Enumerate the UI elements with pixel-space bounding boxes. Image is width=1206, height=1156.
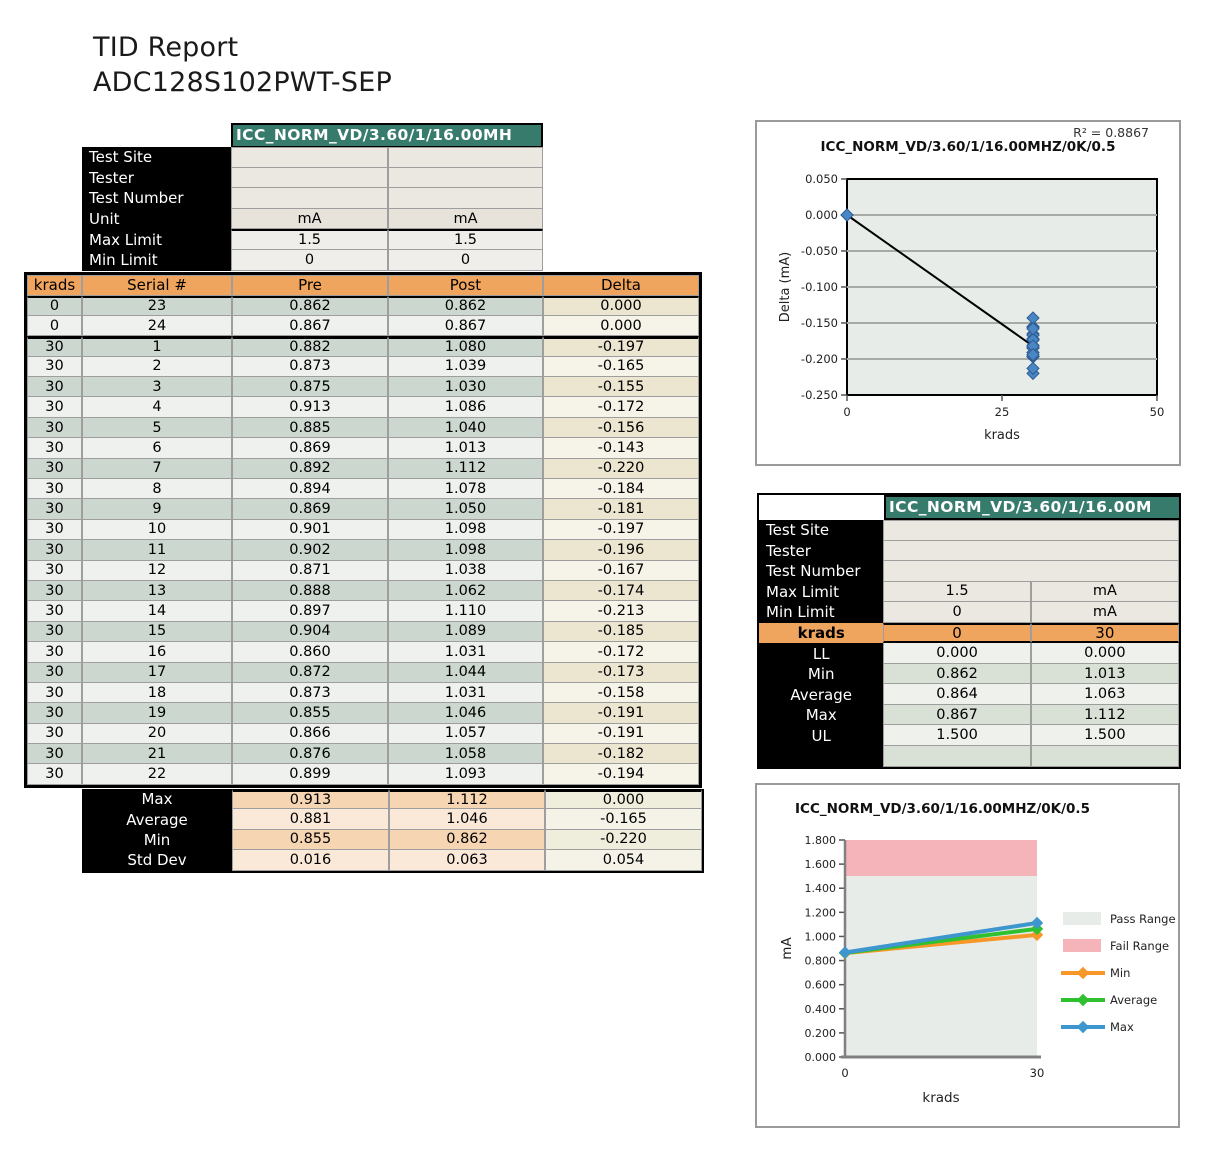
summary-cell-delta: -0.165 <box>545 809 702 829</box>
table-cell: 0.000 <box>543 316 699 336</box>
table-row <box>27 296 699 316</box>
right-table-row <box>759 664 1179 685</box>
table-cell: 0.862 <box>388 296 543 316</box>
right-cell: 0.862 <box>883 664 1030 685</box>
table-cell: 23 <box>82 296 232 316</box>
table-cell: 1.046 <box>388 703 543 723</box>
table-cell: 7 <box>82 459 232 479</box>
right-row-label: Min Limit <box>759 602 883 623</box>
table-row <box>27 683 699 703</box>
right-cell: 1.013 <box>1031 664 1179 685</box>
right-row-label: Test Number <box>759 561 883 582</box>
right-cell: 1.112 <box>1031 705 1179 726</box>
table-cell: -0.156 <box>543 418 699 438</box>
table-cell: 1.058 <box>388 744 543 764</box>
table-cell: 0.902 <box>232 540 388 560</box>
table-row <box>27 724 699 744</box>
y-axis-label: mA <box>779 937 795 960</box>
y-tick-label: -0.150 <box>800 316 838 330</box>
info-row-label: Test Site <box>82 147 231 168</box>
right-row-label: Max Limit <box>759 582 883 603</box>
table-cell: 24 <box>82 316 232 336</box>
table-row <box>27 438 699 458</box>
right-row-label: Test Site <box>759 520 883 541</box>
table-cell: -0.172 <box>543 397 699 417</box>
right-row-label: Min <box>759 664 883 685</box>
legend-marker-average <box>1078 995 1089 1006</box>
table-cell: 1.013 <box>388 438 543 458</box>
table-cell: 1.031 <box>388 683 543 703</box>
summary-row-label: Min <box>82 830 232 850</box>
main-data-table <box>24 272 702 788</box>
right-cell: 0.867 <box>883 705 1030 726</box>
y-tick-label: -0.100 <box>800 280 838 294</box>
table-cell: 0.892 <box>232 459 388 479</box>
column-header-pre: Pre <box>232 275 388 296</box>
table-cell: 13 <box>82 581 232 601</box>
table-cell: 30 <box>27 764 82 784</box>
table-cell: 1.050 <box>388 499 543 519</box>
legend-label: Average <box>1110 993 1158 1007</box>
right-cell: 30 <box>1031 623 1179 644</box>
summary-row <box>82 789 702 809</box>
x-tick-label: 25 <box>994 405 1010 419</box>
summary-cell-delta: -0.220 <box>545 830 702 850</box>
column-header-post: Post <box>388 275 543 296</box>
table-cell: 0.913 <box>232 397 388 417</box>
summary-cell-delta: 0.000 <box>545 789 702 809</box>
table-cell: -0.213 <box>543 601 699 621</box>
table-cell: -0.155 <box>543 377 699 397</box>
table-cell: 0 <box>27 316 82 336</box>
summary-cell-post: 1.046 <box>389 809 545 829</box>
right-cell: 0.000 <box>883 643 1030 664</box>
right-cell: 1.500 <box>1031 725 1179 746</box>
table-cell: 1.030 <box>388 377 543 397</box>
legend-label: Max <box>1110 1020 1134 1034</box>
right-cell <box>1031 746 1179 767</box>
table-cell: 1.089 <box>388 622 543 642</box>
summary-stats-table <box>82 789 704 873</box>
table-cell: -0.143 <box>543 438 699 458</box>
right-row-label: LL <box>759 643 883 664</box>
table-cell: 12 <box>82 561 232 581</box>
y-tick-label: 1.800 <box>804 834 836 847</box>
left-info-table <box>82 147 543 271</box>
x-tick-label: 30 <box>1029 1066 1045 1080</box>
right-table-row <box>759 746 1179 767</box>
table-row <box>27 316 699 336</box>
y-tick-label: -0.250 <box>800 388 838 402</box>
y-tick-label: -0.050 <box>800 244 838 258</box>
table-row <box>27 601 699 621</box>
y-tick-label: 0.000 <box>804 1051 836 1064</box>
table-cell: 30 <box>27 561 82 581</box>
device-name: ADC128S102PWT-SEP <box>93 67 392 98</box>
legend-marker-max <box>1078 1022 1089 1033</box>
stats-table <box>757 493 1181 769</box>
info-row <box>82 229 543 250</box>
table-cell: 30 <box>27 622 82 642</box>
table-cell: 30 <box>27 520 82 540</box>
table-cell: 0.862 <box>232 296 388 316</box>
table-cell: 30 <box>27 663 82 683</box>
y-tick-label: 1.200 <box>804 906 836 920</box>
table-cell: 2 <box>82 357 232 377</box>
table-cell: 18 <box>82 683 232 703</box>
y-axis-label: Delta (mA) <box>778 251 793 323</box>
table-cell: 1.080 <box>388 336 543 356</box>
table-cell: 30 <box>27 683 82 703</box>
info-cell: 0 <box>388 250 543 271</box>
y-tick-label: 1.400 <box>804 882 836 896</box>
table-cell: -0.158 <box>543 683 699 703</box>
table-cell: -0.197 <box>543 336 699 356</box>
table-cell: 22 <box>82 764 232 784</box>
table-cell: 10 <box>82 520 232 540</box>
table-cell: 17 <box>82 663 232 683</box>
table-cell: -0.184 <box>543 479 699 499</box>
y-tick-label: 1.600 <box>804 858 836 872</box>
right-cell <box>883 520 1179 541</box>
y-tick-label: 0.800 <box>804 954 836 968</box>
table-cell: 0.855 <box>232 703 388 723</box>
info-row-label: Tester <box>82 168 231 189</box>
table-cell: 8 <box>82 479 232 499</box>
info-cell <box>388 168 543 189</box>
table-cell: 0.867 <box>388 316 543 336</box>
right-cell: 1.063 <box>1031 684 1179 705</box>
table-cell: 1.110 <box>388 601 543 621</box>
table-cell: 30 <box>27 703 82 723</box>
table-cell: 0.871 <box>232 561 388 581</box>
y-tick-label: 0.000 <box>805 208 838 222</box>
y-tick-label: 0.600 <box>804 978 836 992</box>
right-row-label: krads <box>759 623 883 644</box>
x-axis-label: krads <box>984 428 1020 443</box>
legend-swatch-pass-range <box>1063 912 1101 925</box>
info-cell <box>231 147 388 168</box>
right-table-row <box>759 725 1179 746</box>
table-cell: 1.040 <box>388 418 543 438</box>
table-cell: 21 <box>82 744 232 764</box>
y-tick-label: 0.200 <box>804 1026 836 1040</box>
table-cell: 30 <box>27 499 82 519</box>
x-tick-label: 50 <box>1149 405 1165 419</box>
table-cell: -0.182 <box>543 744 699 764</box>
table-cell: 1.038 <box>388 561 543 581</box>
right-cell: mA <box>1031 602 1179 623</box>
table-cell: -0.197 <box>543 520 699 540</box>
info-row <box>82 250 543 271</box>
table-cell: -0.167 <box>543 561 699 581</box>
table-cell: 1.098 <box>388 520 543 540</box>
table-cell: 1.112 <box>388 459 543 479</box>
pass-range-band <box>845 876 1037 1057</box>
table-cell: 30 <box>27 642 82 662</box>
table-row <box>27 764 699 784</box>
delta-scatter-chart <box>755 120 1181 466</box>
right-cell: mA <box>1031 582 1179 603</box>
table-cell: 0.869 <box>232 499 388 519</box>
legend-label: Pass Range <box>1110 912 1176 926</box>
table-cell: 0 <box>27 296 82 316</box>
right-cell: 0 <box>883 602 1030 623</box>
scatter-plot <box>757 122 1179 464</box>
info-cell: mA <box>231 209 388 230</box>
trend-line-chart <box>755 783 1180 1128</box>
info-cell <box>231 168 388 189</box>
table-cell: 30 <box>27 418 82 438</box>
table-row <box>27 540 699 560</box>
right-cell <box>883 561 1179 582</box>
table-row <box>27 581 699 601</box>
table-cell: 20 <box>82 724 232 744</box>
table-cell: 0.876 <box>232 744 388 764</box>
scatter-chart-title: ICC_NORM_VD/3.60/1/16.00MHZ/0K/0.5 <box>820 139 1116 155</box>
table-cell: 15 <box>82 622 232 642</box>
right-table-rows <box>759 520 1179 767</box>
right-cell: 0.864 <box>883 684 1030 705</box>
table-cell: 1 <box>82 336 232 356</box>
r-squared-annotation: R² = 0.8867 <box>1073 125 1149 140</box>
info-cell: 1.5 <box>231 229 388 250</box>
info-row <box>82 147 543 168</box>
right-table-test-header: ICC_NORM_VD/3.60/1/16.00M <box>884 495 1181 520</box>
table-cell: 0.885 <box>232 418 388 438</box>
table-cell: 14 <box>82 601 232 621</box>
table-cell: -0.194 <box>543 764 699 784</box>
right-row-label: Average <box>759 684 883 705</box>
table-cell: -0.165 <box>543 357 699 377</box>
x-tick-label: 0 <box>841 1066 849 1080</box>
right-cell: 1.5 <box>883 582 1030 603</box>
x-axis-label: krads <box>922 1090 960 1106</box>
table-cell: 30 <box>27 336 82 356</box>
right-table-row <box>759 643 1179 664</box>
summary-row <box>82 809 702 829</box>
table-cell: 0.873 <box>232 683 388 703</box>
table-cell: 1.093 <box>388 764 543 784</box>
table-cell: -0.196 <box>543 540 699 560</box>
table-cell: 0.888 <box>232 581 388 601</box>
right-table-row <box>759 602 1179 623</box>
table-cell: 9 <box>82 499 232 519</box>
table-cell: 4 <box>82 397 232 417</box>
table-row <box>27 744 699 764</box>
table-cell: 0.867 <box>232 316 388 336</box>
table-cell: 0.904 <box>232 622 388 642</box>
table-cell: 0.875 <box>232 377 388 397</box>
info-cell <box>231 188 388 209</box>
table-cell: 5 <box>82 418 232 438</box>
table-cell: 0.872 <box>232 663 388 683</box>
table-cell: 0.866 <box>232 724 388 744</box>
legend-label: Fail Range <box>1110 939 1170 953</box>
summary-cell-pre: 0.913 <box>232 789 389 809</box>
info-row-label: Max Limit <box>82 229 231 250</box>
table-cell: 30 <box>27 377 82 397</box>
right-row-label: UL <box>759 725 883 746</box>
table-cell: 19 <box>82 703 232 723</box>
y-tick-label: 0.400 <box>804 1002 836 1016</box>
right-cell: 0 <box>883 623 1030 644</box>
column-header-delta: Delta <box>543 275 699 296</box>
table-header-row <box>27 275 699 296</box>
table-cell: 30 <box>27 744 82 764</box>
right-table-row <box>759 561 1179 582</box>
right-table-row <box>759 582 1179 603</box>
table-cell: -0.181 <box>543 499 699 519</box>
table-cell: 30 <box>27 479 82 499</box>
fail-range-band <box>845 840 1037 876</box>
info-row <box>82 209 543 230</box>
table-cell: 1.039 <box>388 357 543 377</box>
table-cell: 30 <box>27 540 82 560</box>
right-cell <box>883 541 1179 562</box>
table-cell: -0.185 <box>543 622 699 642</box>
table-cell: 1.098 <box>388 540 543 560</box>
table-cell: 1.057 <box>388 724 543 744</box>
info-cell: mA <box>388 209 543 230</box>
summary-cell-post: 0.063 <box>389 850 545 870</box>
table-row <box>27 397 699 417</box>
table-cell: -0.220 <box>543 459 699 479</box>
summary-row <box>82 830 702 850</box>
right-cell: 1.500 <box>883 725 1030 746</box>
report-title: TID Report <box>93 32 239 63</box>
info-row-label: Min Limit <box>82 250 231 271</box>
table-cell: 30 <box>27 397 82 417</box>
right-table-row <box>759 541 1179 562</box>
trend-plot <box>757 785 1178 1126</box>
info-row <box>82 188 543 209</box>
table-cell: 1.086 <box>388 397 543 417</box>
legend-marker-min <box>1078 968 1089 979</box>
table-cell: 0.882 <box>232 336 388 356</box>
summary-cell-pre: 0.016 <box>232 850 389 870</box>
table-cell: 16 <box>82 642 232 662</box>
table-row <box>27 520 699 540</box>
table-row <box>27 703 699 723</box>
table-row <box>27 336 699 356</box>
table-row <box>27 377 699 397</box>
table-cell: 0.894 <box>232 479 388 499</box>
right-cell <box>883 746 1030 767</box>
info-row <box>82 168 543 189</box>
table-cell: 30 <box>27 581 82 601</box>
right-row-label: Max <box>759 705 883 726</box>
legend-swatch-fail-range <box>1063 939 1101 952</box>
legend-label: Min <box>1110 966 1131 980</box>
table-row <box>27 499 699 519</box>
summary-row-label: Max <box>82 789 232 809</box>
table-cell: 0.000 <box>543 296 699 316</box>
table-row <box>27 357 699 377</box>
table-cell: 0.860 <box>232 642 388 662</box>
summary-cell-post: 0.862 <box>389 830 545 850</box>
y-tick-label: 1.000 <box>804 930 836 944</box>
table-cell: 0.901 <box>232 520 388 540</box>
table-cell: -0.191 <box>543 724 699 744</box>
table-row <box>27 622 699 642</box>
table-cell: 30 <box>27 357 82 377</box>
table-cell: 0.873 <box>232 357 388 377</box>
table-cell: -0.174 <box>543 581 699 601</box>
table-cell: 1.078 <box>388 479 543 499</box>
info-cell: 0 <box>231 250 388 271</box>
right-row-label <box>759 746 883 767</box>
right-table-row <box>759 623 1179 644</box>
table-row <box>27 459 699 479</box>
summary-cell-post: 1.112 <box>389 789 545 809</box>
info-cell: 1.5 <box>388 229 543 250</box>
x-tick-label: 0 <box>843 405 851 419</box>
info-row-label: Unit <box>82 209 231 230</box>
left-table-test-header: ICC_NORM_VD/3.60/1/16.00MH <box>231 123 543 148</box>
summary-cell-pre: 0.855 <box>232 830 389 850</box>
table-cell: -0.191 <box>543 703 699 723</box>
right-table-row <box>759 684 1179 705</box>
table-cell: 3 <box>82 377 232 397</box>
right-row-label: Tester <box>759 541 883 562</box>
y-tick-label: -0.200 <box>800 352 838 366</box>
table-row <box>27 418 699 438</box>
table-cell: 30 <box>27 724 82 744</box>
table-cell: -0.172 <box>543 642 699 662</box>
table-cell: 1.044 <box>388 663 543 683</box>
table-cell: 0.869 <box>232 438 388 458</box>
table-row <box>27 561 699 581</box>
column-header-krads: krads <box>27 275 82 296</box>
summary-cell-delta: 0.054 <box>545 850 702 870</box>
table-cell: 6 <box>82 438 232 458</box>
table-row <box>27 663 699 683</box>
summary-row-label: Average <box>82 809 232 829</box>
info-cell <box>388 147 543 168</box>
right-table-row <box>759 520 1179 541</box>
right-cell: 0.000 <box>1031 643 1179 664</box>
right-table-row <box>759 705 1179 726</box>
info-cell <box>388 188 543 209</box>
table-cell: 0.899 <box>232 764 388 784</box>
table-row <box>27 479 699 499</box>
table-cell: -0.173 <box>543 663 699 683</box>
table-cell: 30 <box>27 459 82 479</box>
info-row-label: Test Number <box>82 188 231 209</box>
summary-cell-pre: 0.881 <box>232 809 389 829</box>
line-chart-title: ICC_NORM_VD/3.60/1/16.00MHZ/0K/0.5 <box>795 801 1090 817</box>
table-cell: 1.062 <box>388 581 543 601</box>
summary-row <box>82 850 702 870</box>
summary-row-label: Std Dev <box>82 850 232 870</box>
table-cell: 1.031 <box>388 642 543 662</box>
table-cell: 30 <box>27 438 82 458</box>
table-cell: 11 <box>82 540 232 560</box>
page-title <box>93 30 392 100</box>
table-row <box>27 642 699 662</box>
table-cell: 0.897 <box>232 601 388 621</box>
column-header-serial: Serial # <box>82 275 232 296</box>
table-cell: 30 <box>27 601 82 621</box>
y-tick-label: 0.050 <box>805 172 838 186</box>
